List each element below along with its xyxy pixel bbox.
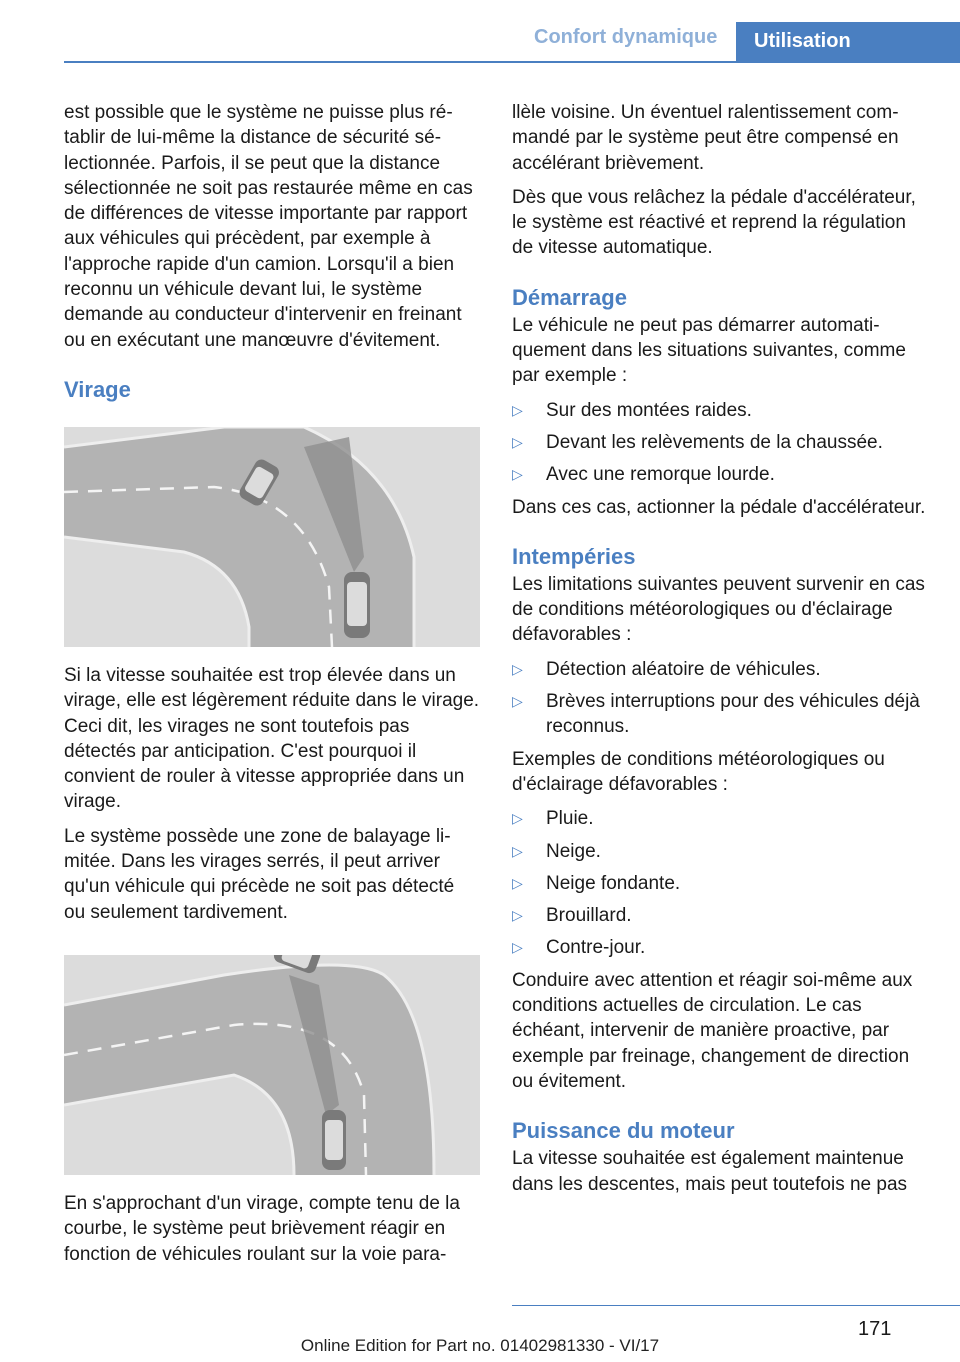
bullet-triangle-icon: ▷ (512, 693, 523, 710)
paragraph: Conduire avec attention et réagir soi-même aux conditions actuelles de circulation. Le cas échéant, intervenir de manière proactive, par exemple par freinage, changement de direction ou évitement. (512, 969, 913, 1092)
list-item: ▷ Brèves interruptions pour des véhicules déjà reconnus. (512, 691, 920, 738)
bullet-triangle-icon: ▷ (512, 842, 523, 859)
paragraph: llèle voisine. Un éventuel ralentissement commandé par le système peut être compensé en accélérant brièvement. (512, 102, 899, 174)
bullet-triangle-icon: ▷ (512, 433, 523, 450)
bullet-triangle-icon: ▷ (512, 810, 523, 827)
bullet-triangle-icon: ▷ (512, 939, 523, 956)
paragraph: Les limitations suivantes peuvent survenir en cas de conditions météorologiques ou d'éclairage défavorables : (512, 573, 925, 646)
paragraph: Le véhicule ne peut pas démarrer automatiquement dans les situations suivantes, comme par exemple : (512, 314, 906, 387)
bullet-triangle-icon: ▷ (512, 907, 523, 924)
heading-demarrage: Démarrage (512, 284, 627, 310)
paragraph: Si la vitesse souhaitée est trop élevée dans un virage, elle est légèrement réduite dans le virage. Ceci dit, les virages ne sont toutefois pas détectés par anticipation. C'est pourquoi il convient de rouler à vitesse appropriée dans un virage. (64, 664, 480, 813)
paragraph: Le système possède une zone de balayage limitée. Dans les virages serrés, il peut arriver qu'un véhicule qui précède ne soit pas détecté ou seulement tardivement. (64, 825, 455, 923)
curve-illustration-2 (64, 955, 480, 1175)
list-item: ▷ Neige. (512, 839, 928, 864)
list-conditions (512, 806, 928, 960)
list-item: ▷ Brouillard. (512, 903, 928, 928)
bullet-triangle-icon: ▷ (512, 401, 523, 418)
paragraph: Dès que vous relâchez la pédale d'accélérateur, le système est réactivé et reprend la régulation de vitesse automatique. (512, 186, 916, 259)
header-section-title: Confort dynamique (534, 26, 718, 48)
list-item: ▷ Sur des montées raides. (512, 398, 928, 423)
paragraph: est possible que le système ne puisse plus rétablir de lui-même la distance de sécurité sélectionnée. Parfois, il se peut que la distance sélectionnée ne soit pas restaurée même en cas de différences de vitesse importante par rapport aux véhicules qui précèdent, par exemple à l'approche rapide d'un camion. Lorsqu'il a bien reconnu un véhicule devant lui, le système demande au conducteur d'intervenir en freinant ou en exécutant une manœuvre d'évitement. (64, 102, 473, 351)
left-column (64, 100, 480, 1276)
paragraph: Dans ces cas, actionner la pédale d'accélérateur. (512, 496, 926, 518)
heading-intemperies: Intempéries (512, 543, 636, 569)
footer-edition: Online Edition for Part no. 01402981330 - VI/17 (300, 1336, 660, 1355)
list-limitations (512, 657, 928, 740)
list-item: ▷ Détection aléatoire de véhicules. (512, 657, 928, 682)
footer-rule (512, 1305, 960, 1306)
list-demarrage (512, 398, 928, 488)
list-item: ▷ Pluie. (512, 806, 928, 831)
bullet-triangle-icon: ▷ (512, 660, 523, 677)
page-number: 171 (858, 1318, 892, 1340)
heading-puissance-moteur: Puissance du moteur (512, 1118, 735, 1144)
curve-illustration-1 (64, 427, 480, 647)
list-item: ▷ Neige fondante. (512, 871, 928, 896)
header-tab-utilisation: Utilisation (736, 22, 960, 62)
bullet-triangle-icon: ▷ (512, 874, 523, 891)
right-column (512, 100, 928, 1206)
paragraph: En s'approchant d'un virage, compte tenu de la courbe, le système peut brièvement réagir en fonction de véhicules roulant sur la voie para- (64, 1192, 460, 1265)
paragraph: La vitesse souhaitée est également maintenue dans les descentes, mais peut toutefois ne pas (512, 1148, 908, 1195)
list-item: ▷ Devant les relèvements de la chaussée. (512, 430, 928, 455)
list-item: ▷ Contre-jour. (512, 935, 928, 960)
heading-virage: Virage (64, 376, 131, 402)
paragraph: Exemples de conditions météorologiques ou d'éclairage défavorables : (512, 748, 885, 795)
list-item: ▷ Avec une remorque lourde. (512, 462, 928, 487)
bullet-triangle-icon: ▷ (512, 466, 523, 483)
